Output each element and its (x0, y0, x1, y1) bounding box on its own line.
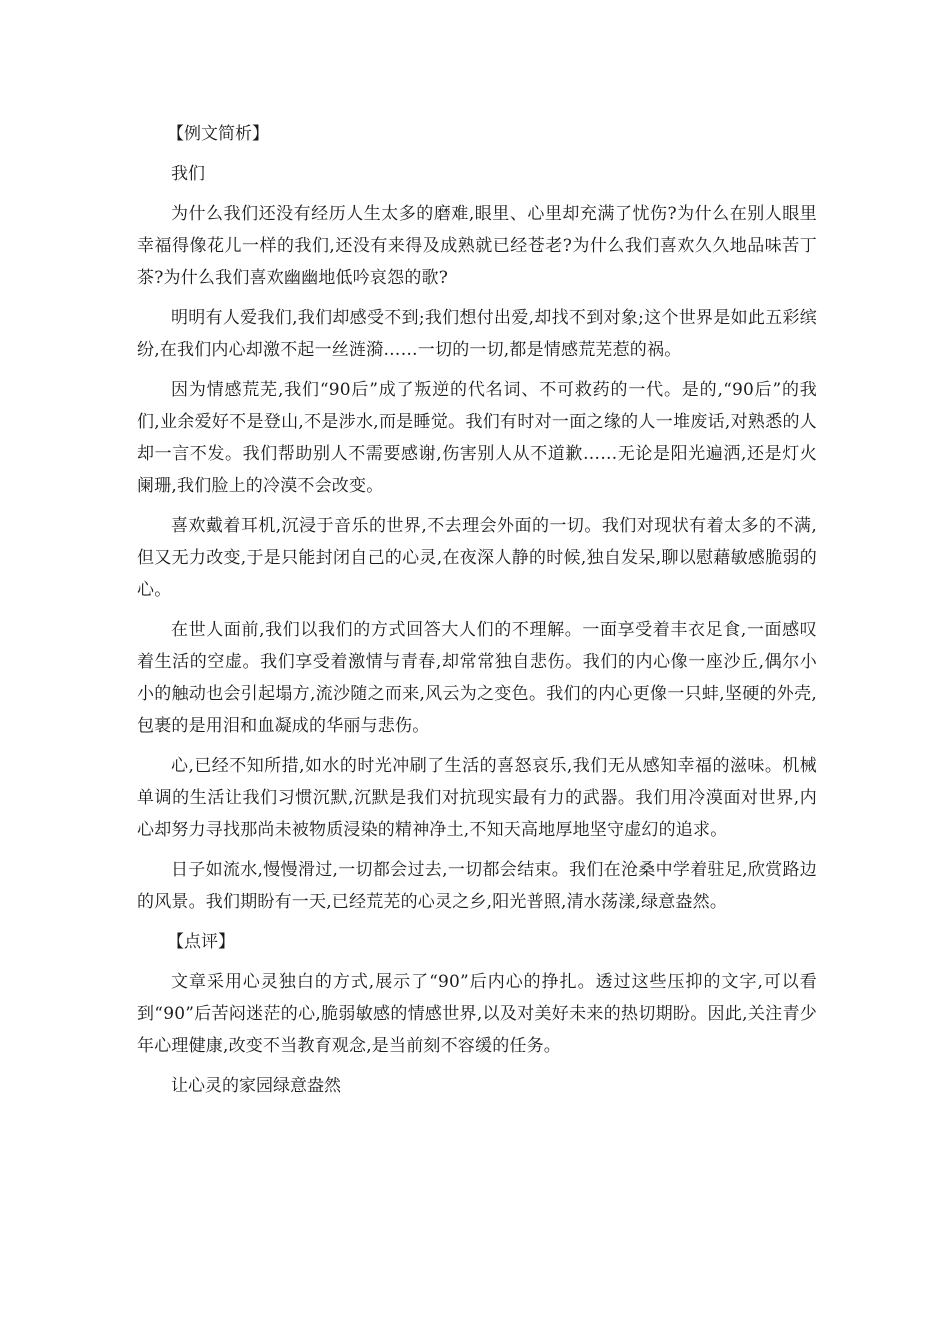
essay-paragraph: 喜欢戴着耳机,沉浸于音乐的世界,不去理会外面的一切。我们对现状有着太多的不满,但又无力改变,于是只能封闭自己的心灵,在夜深人静的时候,独自发呆,聊以慰藉敏感脆弱的心。 (137, 516, 817, 600)
essay-paragraph: 日子如流水,慢慢滑过,一切都会过去,一切都会结束。我们在沧桑中学着驻足,欣赏路边的风景。我们期盼有一天,已经荒芜的心灵之乡,阳光普照,清水荡漾,绿意盎然。 (137, 860, 817, 912)
essay-paragraph: 心,已经不知所措,如水的时光冲刷了生活的喜怒哀乐,我们无从感知幸福的滋味。机械单调的生活让我们习惯沉默,沉默是我们对抗现实最有力的武器。我们用冷漠面对世界,内心却努力寻找那尚未被物质浸染的精神净土,不知天高地厚地坚守虚幻的追求。 (137, 756, 817, 840)
comment-heading: 【点评】 (167, 932, 235, 952)
essay-paragraph: 因为情感荒芜,我们“90后”成了叛逆的代名词、不可救药的一代。是的,“90后”的我们,业余爱好不是登山,不是涉水,而是睡觉。我们有时对一面之缘的人一堆废话,对熟悉的人却一言不发。我们帮助别人不需要感谢,伤害别人从不道歉……无论是阳光遍洒,还是灯火阑珊,我们脸上的冷漠不会改变。 (137, 380, 817, 496)
essay-paragraph: 为什么我们还没有经历人生太多的磨难,眼里、心里却充满了忧伤?为什么在别人眼里幸福得像花儿一样的我们,还没有来得及成熟就已经苍老?为什么我们喜欢久久地品味苦丁茶?为什么我们喜欢幽幽地低吟哀怨的歌? (137, 204, 817, 288)
comment-text: 文章采用心灵独白的方式,展示了“90”后内心的挣扎。透过这些压抑的文字,可以看到“90”后苦闷迷茫的心,脆弱敏感的情感世界,以及对美好未来的热切期盼。因此,关注青少年心理健康,改变不当教育观念,是当前刻不容缓的任务。 (137, 972, 817, 1056)
essay-paragraph: 明明有人爱我们,我们却感受不到;我们想付出爱,却找不到对象;这个世界是如此五彩缤纷,在我们内心却激不起一丝涟漪……一切的一切,都是情感荒芜惹的祸。 (137, 308, 817, 360)
next-essay-title: 让心灵的家园绿意盎然 (171, 1076, 341, 1096)
section-heading: 【例文简析】 (167, 124, 269, 144)
essay-title: 我们 (171, 164, 205, 184)
essay-paragraph: 在世人面前,我们以我们的方式回答大人们的不理解。一面享受着丰衣足食,一面感叹着生活的空虚。我们享受着激情与青春,却常常独自悲伤。我们的内心像一座沙丘,偶尔小小的触动也会引起塌方,流沙随之而来,风云为之变色。我们的内心更像一只蚌,坚硬的外壳,包裹的是用泪和血凝成的华丽与悲伤。 (137, 620, 817, 736)
document-page (137, 118, 817, 1110)
